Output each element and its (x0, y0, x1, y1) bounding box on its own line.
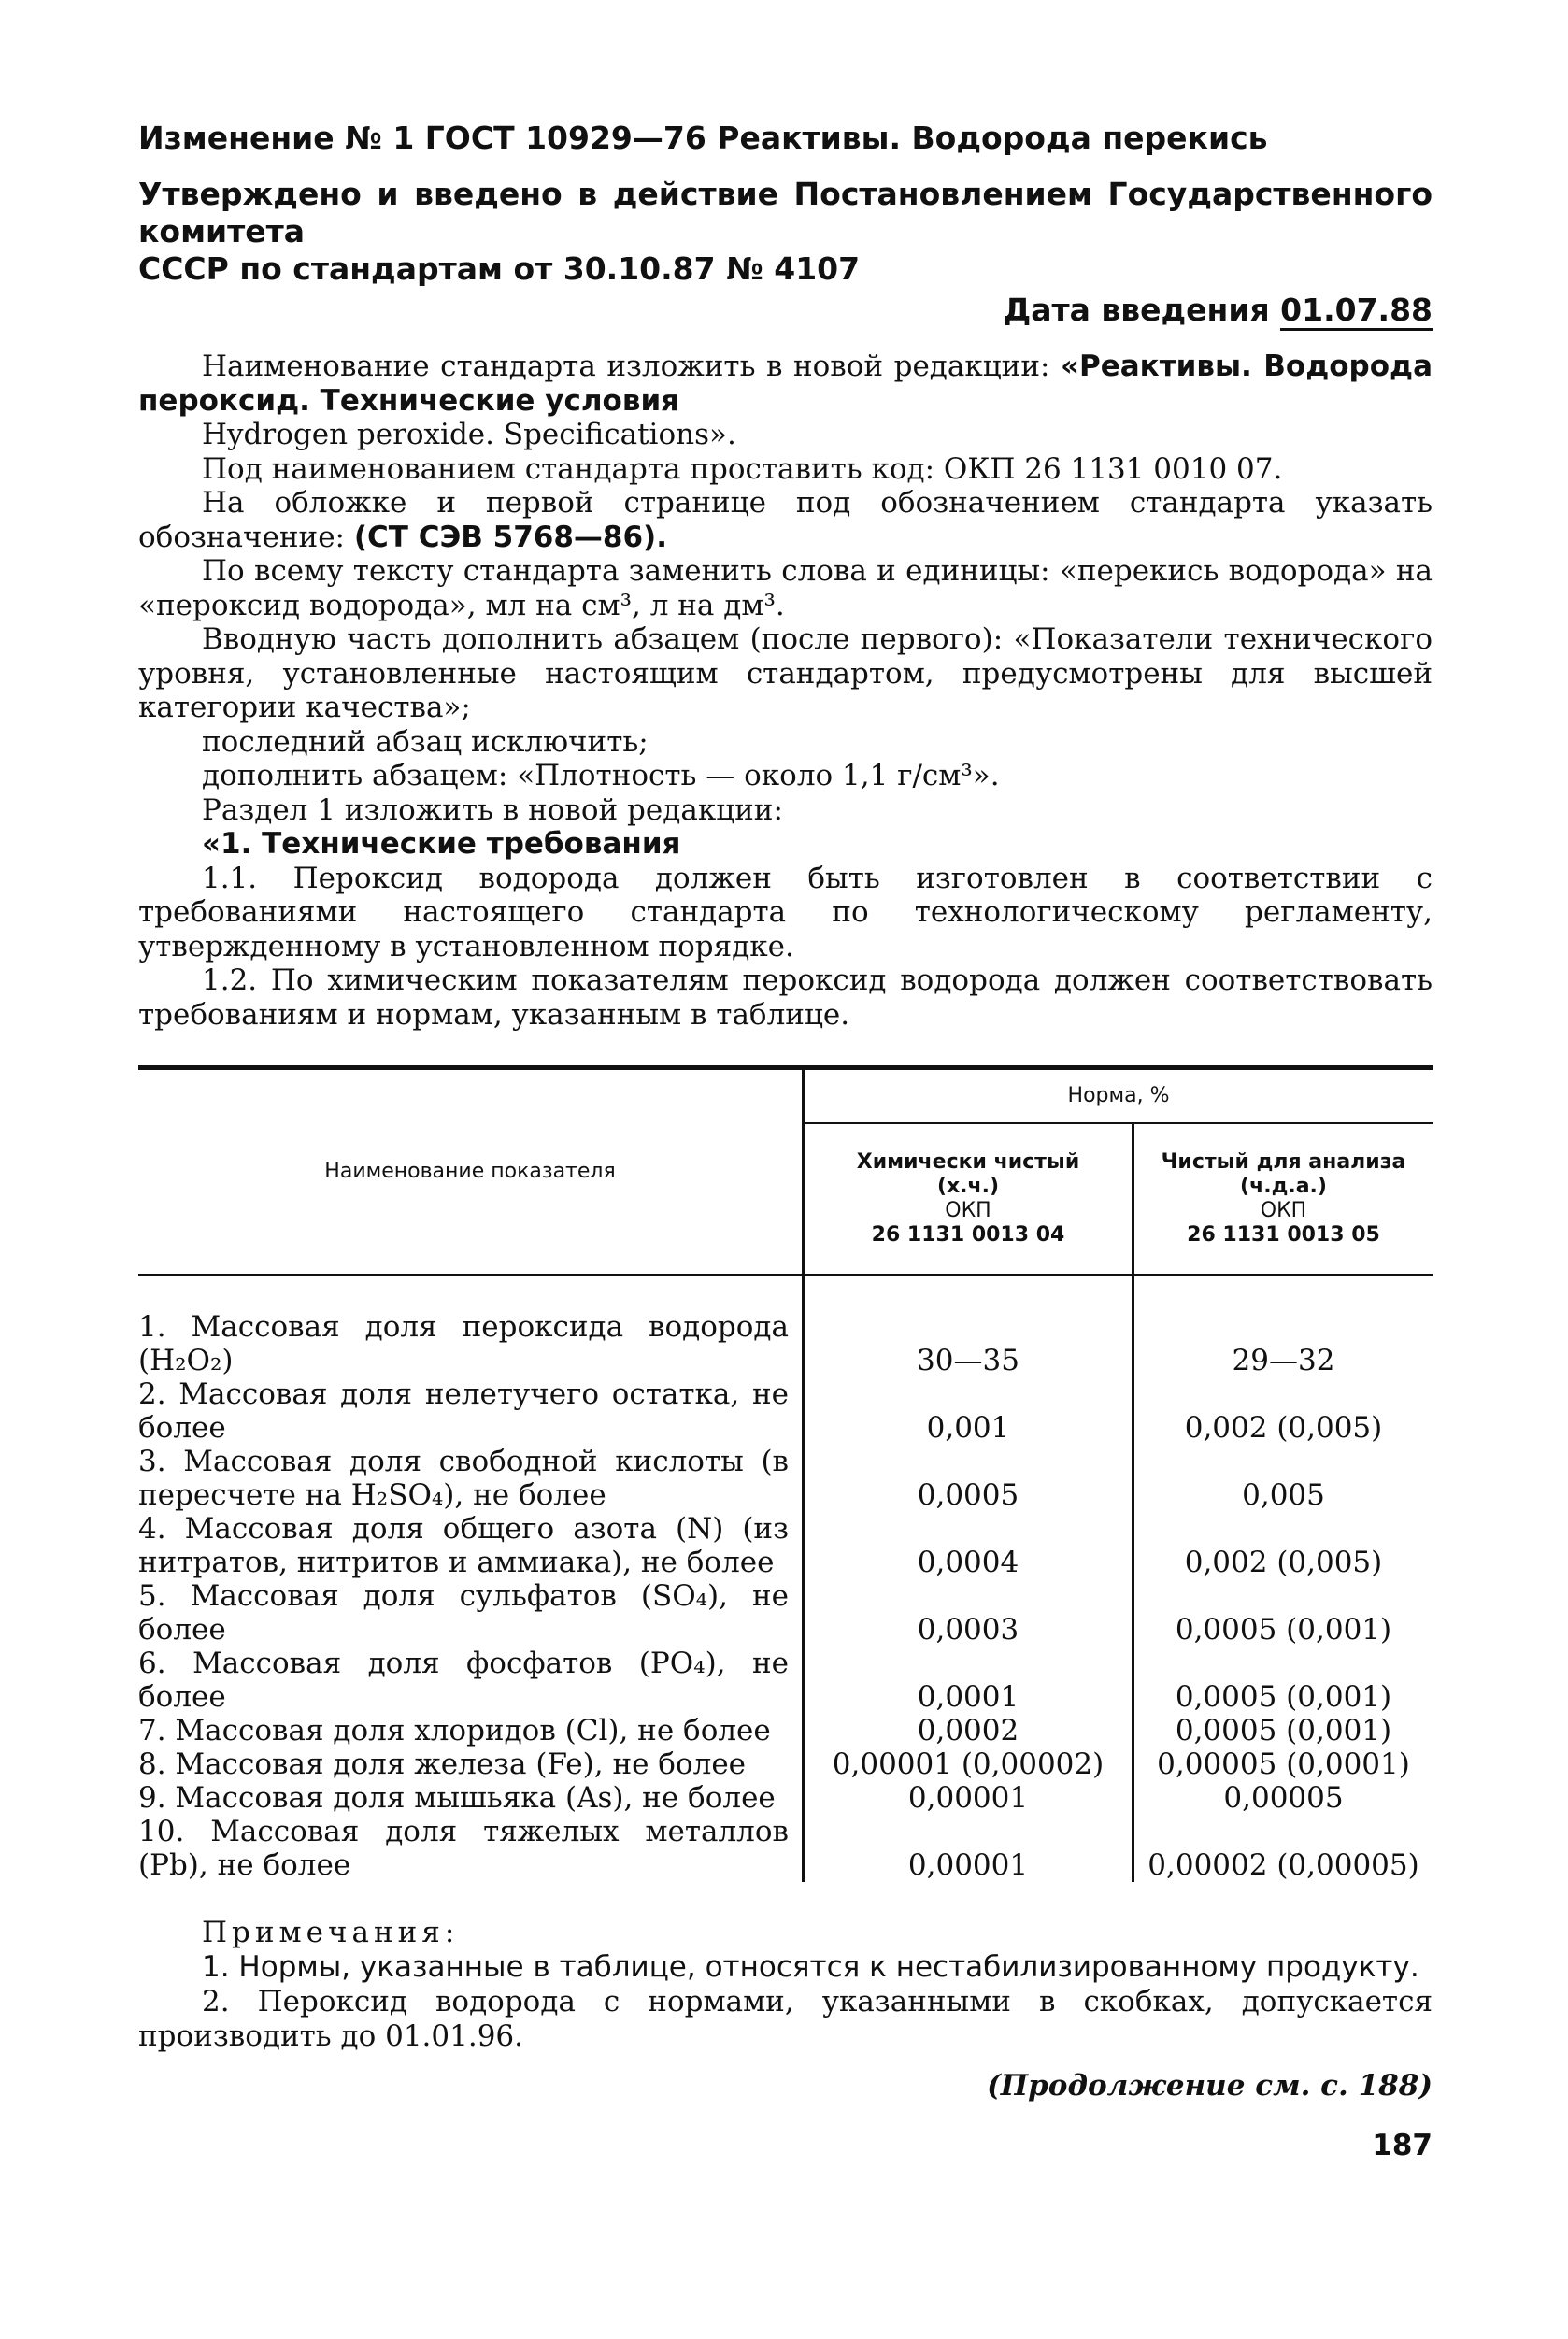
row-value-pure: 0,001 (804, 1377, 1133, 1445)
norms-table (138, 1065, 1433, 1882)
approval-line-1: Утверждено и введено в действие Постановлением Государственного комитета (138, 176, 1433, 250)
paragraph-okp-code: Под наименованием стандарта проставить код: ОКП 26 1131 0010 07. (202, 451, 1283, 486)
row-value-pure: 30—35 (804, 1310, 1133, 1377)
note-1: 1. Нормы, указанные в таблице, относятся к нестабилизированному продукту. (202, 1950, 1419, 1984)
row-value-pure: 0,0005 (804, 1445, 1133, 1512)
row-value-analytical: 0,005 (1133, 1445, 1433, 1512)
table-row (138, 1781, 1433, 1815)
row-indicator-name: 10. Массовая доля тяжелых металлов (Pb), не более (138, 1815, 789, 1882)
table-row (138, 1512, 1433, 1579)
row-value-analytical: 0,00005 (1133, 1781, 1433, 1815)
approval-line-2: СССР по стандартам от 30.10.87 № 4107 (138, 250, 861, 287)
paragraph-section-1: Раздел 1 изложить в новой редакции: (202, 792, 783, 827)
row-value-pure: 0,0001 (804, 1647, 1133, 1714)
paragraph-replace-terms: По всему тексту стандарта заменить слова и единицы: «перекись водорода» на «пероксид водорода», мл на см³, л на дм³. (138, 554, 1433, 622)
paragraph-intro-addition: Вводную часть дополнить абзацем (после первого): «Показатели технического уровня, установленные настоящим стандартом, предусмотрены для высшей категории качества»; (138, 622, 1433, 724)
continuation-note: (Продолжение см. с. 188) (987, 2069, 1433, 2103)
row-value-analytical: 0,002 (0,005) (1133, 1512, 1433, 1579)
table-row (138, 1815, 1433, 1882)
effective-date-value: 01.07.88 (1280, 292, 1433, 331)
row-indicator-name: 5. Массовая доля сульфатов (SO₄), не более (138, 1579, 789, 1647)
amendment-body (138, 349, 1433, 1032)
row-indicator-name: 2. Массовая доля нелетучего остатка, не более (138, 1377, 789, 1445)
effective-date-label: Дата введения (1003, 292, 1270, 328)
paragraph-remove-last: последний абзац исключить; (202, 724, 649, 759)
table-row (138, 1310, 1433, 1377)
table-row (138, 1377, 1433, 1445)
paragraph-name-change: Наименование стандарта изложить в новой редакции: «Реактивы. Водорода пероксид. Технические условия (138, 349, 1433, 418)
row-value-pure: 0,0004 (804, 1512, 1133, 1579)
row-value-analytical: 0,0005 (0,001) (1133, 1647, 1433, 1714)
row-value-pure: 0,00001 (804, 1781, 1133, 1815)
section-heading: «1. Технические требования (202, 827, 681, 861)
table-header-col2: Чистый для анализа (ч.д.а.) ОКП 26 1131 0013 05 (1133, 1123, 1433, 1276)
table-header-name: Наименование показателя (138, 1068, 804, 1276)
row-value-analytical: 0,002 (0,005) (1133, 1377, 1433, 1445)
table-row (138, 1579, 1433, 1647)
table-header-col1: Химически чистый (х.ч.) ОКП 26 1131 0013 04 (804, 1123, 1133, 1276)
paragraph-density: дополнить абзацем: «Плотность — около 1,1 г/см³». (202, 759, 1000, 792)
effective-date (138, 292, 1433, 329)
table-row (138, 1714, 1433, 1747)
row-value-pure: 0,00001 (0,00002) (804, 1747, 1133, 1781)
row-value-analytical: 0,00005 (0,0001) (1133, 1747, 1433, 1781)
row-value-analytical: 0,0005 (0,001) (1133, 1579, 1433, 1647)
notes-title: Примечания: (202, 1916, 460, 1949)
row-indicator-name: 3. Массовая доля свободной кислоты (в пересчете на H₂SO₄), не более (138, 1445, 789, 1512)
row-indicator-name: 8. Массовая доля железа (Fe), не более (138, 1747, 747, 1781)
amendment-title: Изменение № 1 ГОСТ 10929—76 Реактивы. Водорода перекись (138, 120, 1268, 156)
paragraph-1-1: 1.1. Пероксид водорода должен быть изготовлен в соответствии с требованиями настоящего стандарта по технологическому регламенту, утвержденному в установленном порядке. (138, 861, 1433, 963)
row-indicator-name: 1. Массовая доля пероксида водорода (H₂O₂) (138, 1310, 789, 1377)
notes-section (138, 1916, 1433, 2054)
page-number: 187 (1372, 2129, 1433, 2162)
paragraph-1-2: 1.2. По химическим показателям пероксид водорода должен соответствовать требованиям и нормам, указанным в таблице. (138, 963, 1433, 1032)
row-value-pure: 0,0003 (804, 1579, 1133, 1647)
table-row (138, 1747, 1433, 1781)
table-row (138, 1647, 1433, 1714)
row-value-pure: 0,00001 (804, 1815, 1133, 1882)
table-header-norma: Норма, % (804, 1068, 1433, 1124)
row-value-analytical: 0,00002 (0,00005) (1133, 1815, 1433, 1882)
row-indicator-name: 4. Массовая доля общего азота (N) (из нитратов, нитритов и аммиака), не более (138, 1512, 789, 1579)
note-2: 2. Пероксид водорода с нормами, указанными в скобках, допускается производить до 01.01.96. (138, 1985, 1433, 2053)
row-indicator-name: 9. Массовая доля мышьяка (As), не более (138, 1781, 776, 1815)
row-value-pure: 0,0002 (804, 1714, 1133, 1747)
paragraph-english-title: Hydrogen peroxide. Specifications». (202, 418, 736, 451)
row-value-analytical: 0,0005 (0,001) (1133, 1714, 1433, 1747)
row-indicator-name: 6. Массовая доля фосфатов (PO₄), не более (138, 1647, 789, 1714)
table-row (138, 1445, 1433, 1512)
document-page (138, 120, 1433, 2162)
row-indicator-name: 7. Массовая доля хлоридов (Cl), не более (138, 1714, 771, 1747)
paragraph-designation: На обложке и первой странице под обозначением стандарта указать обозначение: (СТ СЭВ 5768—86). (138, 486, 1433, 554)
row-value-analytical: 29—32 (1133, 1310, 1433, 1377)
